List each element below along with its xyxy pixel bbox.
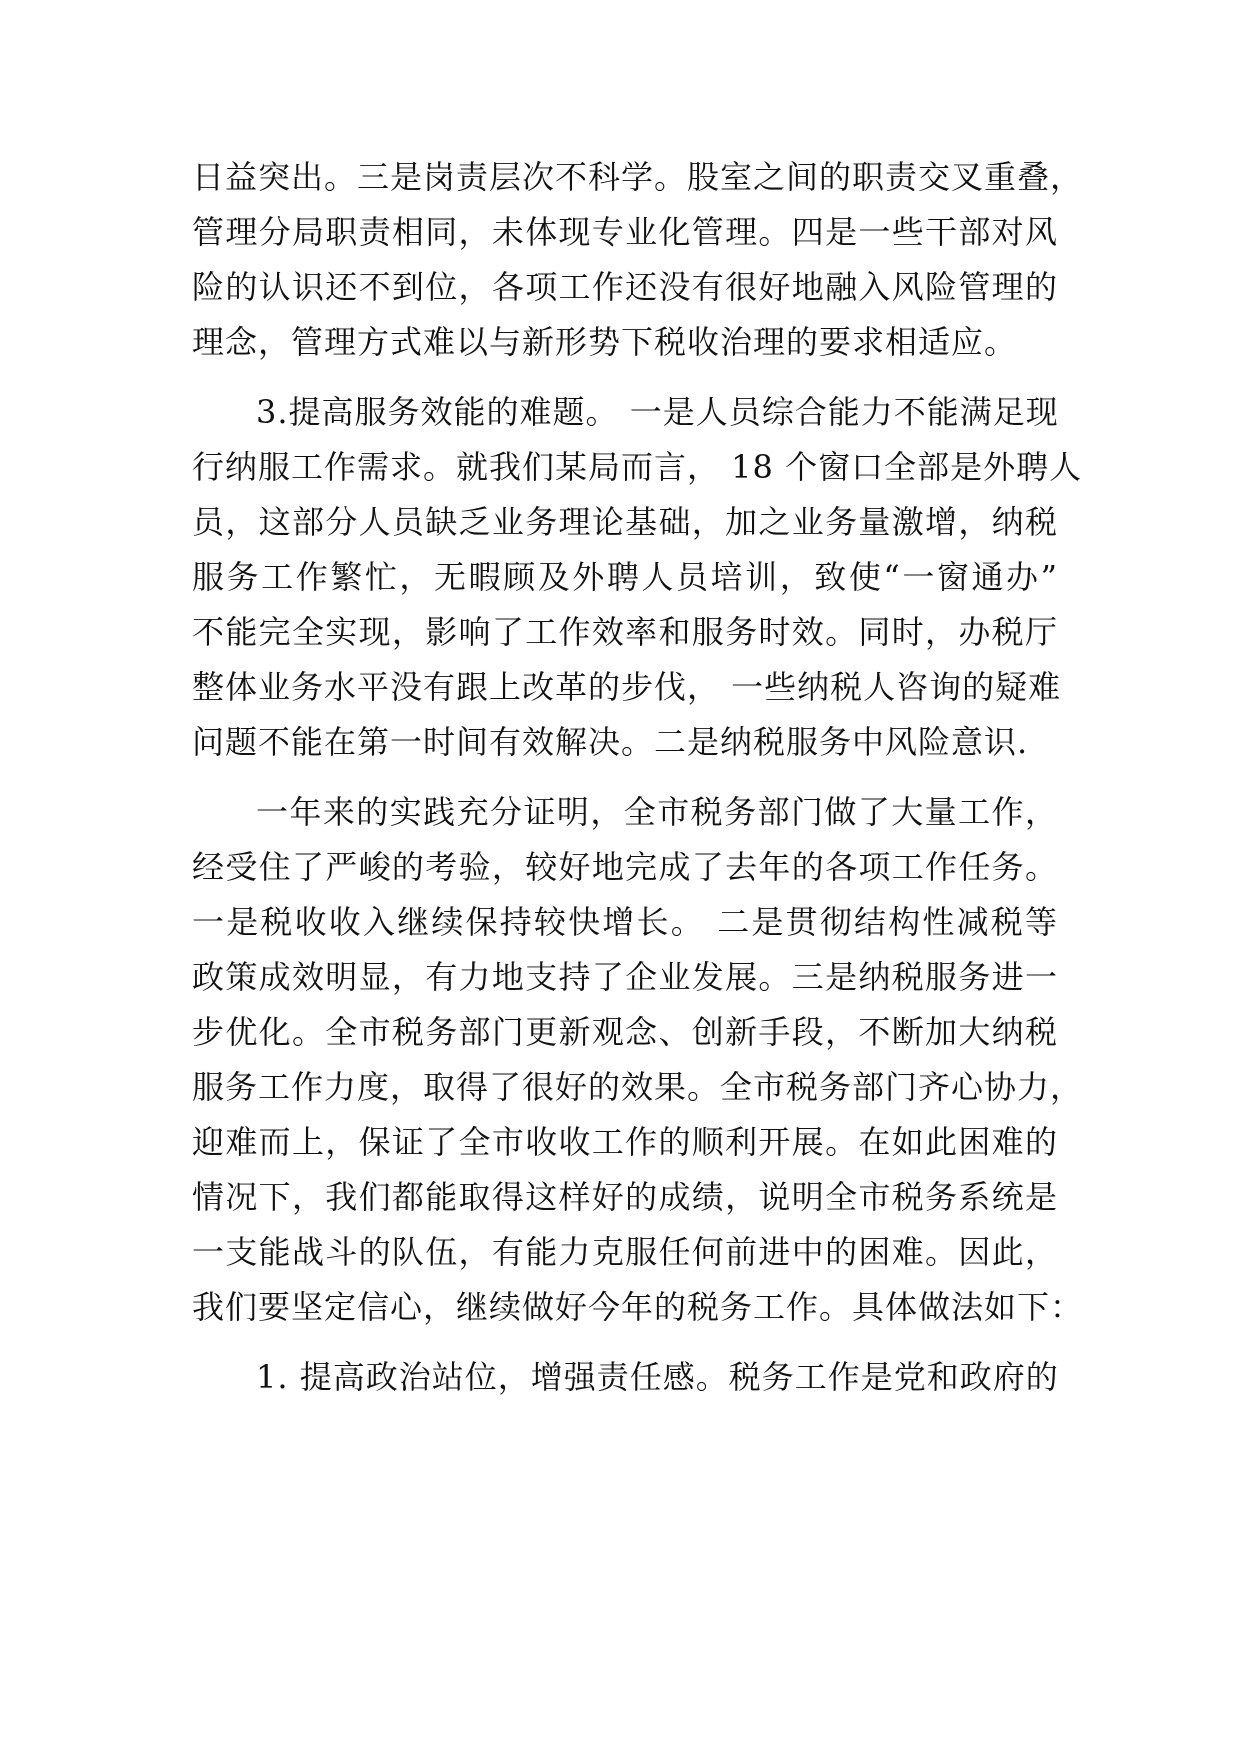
text-line: 政策成效明显，有力地支持了企业发展。三是纳税服务进一 — [192, 958, 1058, 996]
text-line: 迎难而上，保证了全市收收工作的顺利开展。在如此困难的 — [192, 1123, 1058, 1161]
text-line: 情况下，我们都能取得这样好的成绩，说明全市税务系统是 — [192, 1178, 1058, 1216]
paragraph-political-stance — [192, 1350, 1058, 1405]
text-line: 一支能战斗的队伍，有能力克服任何前进中的困难。因此， — [192, 1233, 1058, 1271]
text-line: 经受住了严峻的考验，较好地完成了去年的各项工作任务。 — [192, 848, 1058, 886]
text-line: 3.提高服务效能的难题。 一是人员综合能力不能满足现 — [256, 393, 1059, 431]
text-line: 服务工作力度，取得了很好的效果。全市税务部门齐心协力， — [192, 1068, 1084, 1106]
text-line: 1. 提高政治站位，增强责任感。税务工作是党和政府的 — [256, 1358, 1059, 1396]
paragraph-service-efficiency — [192, 385, 1083, 770]
text-line: 行纳服工作需求。就我们某局而言， 18 个窗口全部是外聘人 — [192, 448, 1083, 486]
text-line: 理念，管理方式难以与新形势下税收治理的要求相适应。 — [192, 323, 1018, 361]
text-line: 一年来的实践充分证明，全市税务部门做了大量工作， — [256, 793, 1058, 831]
text-line: 服务工作繁忙，无暇顾及外聘人员培训，致使“一窗通办” — [192, 558, 1058, 596]
text-line: 步优化。全市税务部门更新观念、创新手段，不断加大纳税 — [192, 1013, 1058, 1051]
text-line: 不能完全实现，影响了工作效率和服务时效。同时，办税厅 — [192, 613, 1058, 651]
text-line: 管理分局职责相同，未体现专业化管理。四是一些干部对风 — [192, 213, 1058, 251]
paragraph-year-review — [192, 785, 1084, 1335]
text-line: 员，这部分人员缺乏业务理论基础，加之业务量激增，纳税 — [192, 503, 1058, 541]
paragraph-continuation — [192, 150, 1084, 370]
text-line: 我们要坚定信心，继续做好今年的税务工作。具体做法如下： — [192, 1288, 1084, 1326]
text-line: 一是税收收入继续保持较快增长。 二是贯彻结构性减税等 — [192, 903, 1058, 941]
text-line: 日益突出。三是岗责层次不科学。股室之间的职责交叉重叠， — [192, 158, 1084, 196]
text-line: 整体业务水平没有跟上改革的步伐， 一些纳税人咨询的疑难 — [192, 668, 1062, 706]
text-line: 问题不能在第一时间有效解决。二是纳税服务中风险意识. — [192, 723, 1029, 761]
text-line: 险的认识还不到位，各项工作还没有很好地融入风险管理的 — [192, 268, 1058, 306]
